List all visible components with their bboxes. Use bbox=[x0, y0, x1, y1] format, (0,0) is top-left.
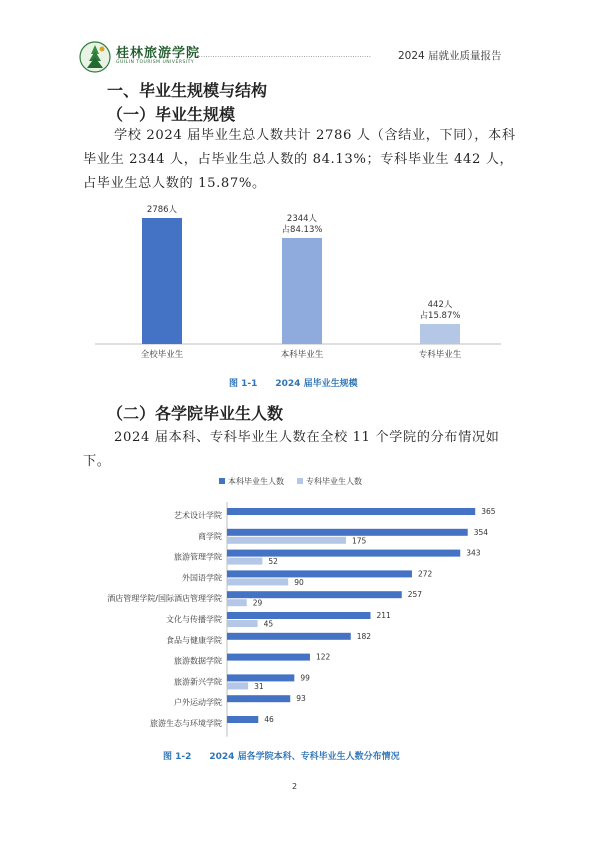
undergrad-bar-4 bbox=[227, 591, 402, 598]
junior-bar-5 bbox=[227, 620, 258, 627]
graduate-scale-chart bbox=[83, 196, 513, 366]
legend bbox=[219, 476, 362, 486]
undergrad-value-1: 354 bbox=[473, 527, 489, 537]
category-label-3: 外国语学院 bbox=[182, 573, 222, 583]
undergrad-value-5: 211 bbox=[376, 611, 391, 620]
subsection-heading-scale: （一）毕业生规模 bbox=[107, 105, 236, 124]
junior-bar-2 bbox=[227, 558, 262, 565]
data-label-2-0: 442人 bbox=[427, 300, 453, 311]
undergrad-value-10: 46 bbox=[264, 715, 274, 724]
legend-label-junior: 专科毕业生人数 bbox=[306, 477, 362, 486]
undergrad-bar-0 bbox=[227, 508, 475, 515]
page-number: 2 bbox=[292, 782, 298, 791]
undergrad-value-2: 343 bbox=[466, 548, 481, 558]
category-label-0: 艺术设计学院 bbox=[174, 511, 222, 520]
category-label-2: 专科毕业生 bbox=[418, 350, 462, 360]
junior-value-3: 90 bbox=[294, 577, 304, 587]
legend-swatch-junior bbox=[297, 478, 303, 484]
category-label-0: 全校毕业生 bbox=[140, 350, 184, 360]
category-label-9: 户外运动学院 bbox=[174, 698, 222, 708]
figure-1-caption: 图 1-1 2024 届毕业生规模 bbox=[229, 379, 358, 389]
category-label-6: 食品与健康学院 bbox=[166, 635, 222, 645]
undergrad-bar-2 bbox=[227, 550, 460, 557]
college-distribution-chart bbox=[83, 474, 513, 742]
undergrad-bar-9 bbox=[227, 695, 290, 702]
bar-1 bbox=[282, 238, 322, 344]
undergrad-value-6: 182 bbox=[356, 631, 372, 641]
junior-bar-8 bbox=[227, 682, 248, 689]
undergrad-bar-1 bbox=[227, 529, 468, 536]
junior-value-8: 31 bbox=[254, 681, 264, 691]
junior-bar-1 bbox=[227, 537, 346, 544]
university-logo bbox=[78, 40, 112, 74]
logo-subtitle: GUILIN TOURISM UNIVERSITY bbox=[116, 60, 195, 65]
undergrad-bar-7 bbox=[227, 654, 310, 661]
bar-0 bbox=[142, 218, 182, 344]
category-label-8: 旅游新兴学院 bbox=[174, 677, 222, 687]
data-label-2-1: 占15.87% bbox=[419, 311, 461, 322]
junior-value-4: 29 bbox=[252, 598, 263, 608]
category-label-5: 文化与传播学院 bbox=[166, 615, 222, 624]
data-label-1-1: 占84.13% bbox=[281, 224, 323, 235]
undergrad-value-8: 99 bbox=[300, 673, 310, 683]
category-label-7: 旅游数据学院 bbox=[174, 656, 222, 666]
undergrad-bar-10 bbox=[227, 716, 258, 723]
junior-value-2: 52 bbox=[268, 557, 278, 567]
category-label-1: 商学院 bbox=[198, 531, 222, 541]
logo-text: 桂林旅游学院 bbox=[116, 46, 201, 61]
undergrad-value-4: 257 bbox=[407, 590, 423, 600]
undergrad-bar-8 bbox=[227, 674, 294, 681]
header-dotted-leader: ………………………………………………………………… bbox=[196, 51, 371, 59]
category-label-1: 本科毕业生 bbox=[280, 350, 324, 360]
data-label-1-0: 2344人 bbox=[286, 213, 318, 224]
undergrad-value-7: 122 bbox=[315, 652, 331, 662]
junior-value-5: 45 bbox=[263, 619, 274, 629]
undergrad-bar-3 bbox=[227, 570, 412, 577]
figure-2-caption: 图 1-2 2024 届各学院本科、专科毕业生人数分布情况 bbox=[163, 752, 400, 762]
legend-swatch-undergrad bbox=[219, 478, 225, 484]
junior-bar-4 bbox=[227, 599, 247, 606]
undergrad-value-0: 365 bbox=[481, 507, 496, 516]
paragraph-colleges: 2024 届本科、专科毕业生人数在全校 11 个学院的分布情况如下。 bbox=[83, 430, 500, 469]
section-heading: 一、毕业生规模与结构 bbox=[107, 81, 268, 100]
category-label-2: 旅游管理学院 bbox=[174, 552, 222, 562]
category-label-4: 酒店管理学院/国际酒店管理学院 bbox=[107, 594, 222, 604]
report-title: 2024 届就业质量报告 bbox=[398, 50, 502, 62]
junior-value-1: 175 bbox=[352, 536, 367, 546]
legend-label-undergrad: 本科毕业生人数 bbox=[228, 477, 284, 486]
undergrad-bar-5 bbox=[227, 612, 370, 619]
paragraph-scale: 学校 2024 届毕业生总人数共计 2786 人（含结业，下同），本科毕业生 2344 人，占毕业生总人数的 84.13%；专科毕业生 442 人，占毕业生总人数的 15.87%。 bbox=[83, 128, 516, 191]
junior-bar-3 bbox=[227, 578, 288, 585]
bar-2 bbox=[420, 324, 460, 344]
undergrad-value-3: 272 bbox=[417, 569, 433, 579]
subsection-heading-colleges: （二）各学院毕业生人数 bbox=[107, 404, 284, 423]
data-label-0-0: 2786人 bbox=[146, 205, 178, 215]
undergrad-bar-6 bbox=[227, 633, 351, 640]
undergrad-value-9: 93 bbox=[296, 694, 306, 704]
category-label-10: 旅游生态与环境学院 bbox=[150, 719, 222, 728]
